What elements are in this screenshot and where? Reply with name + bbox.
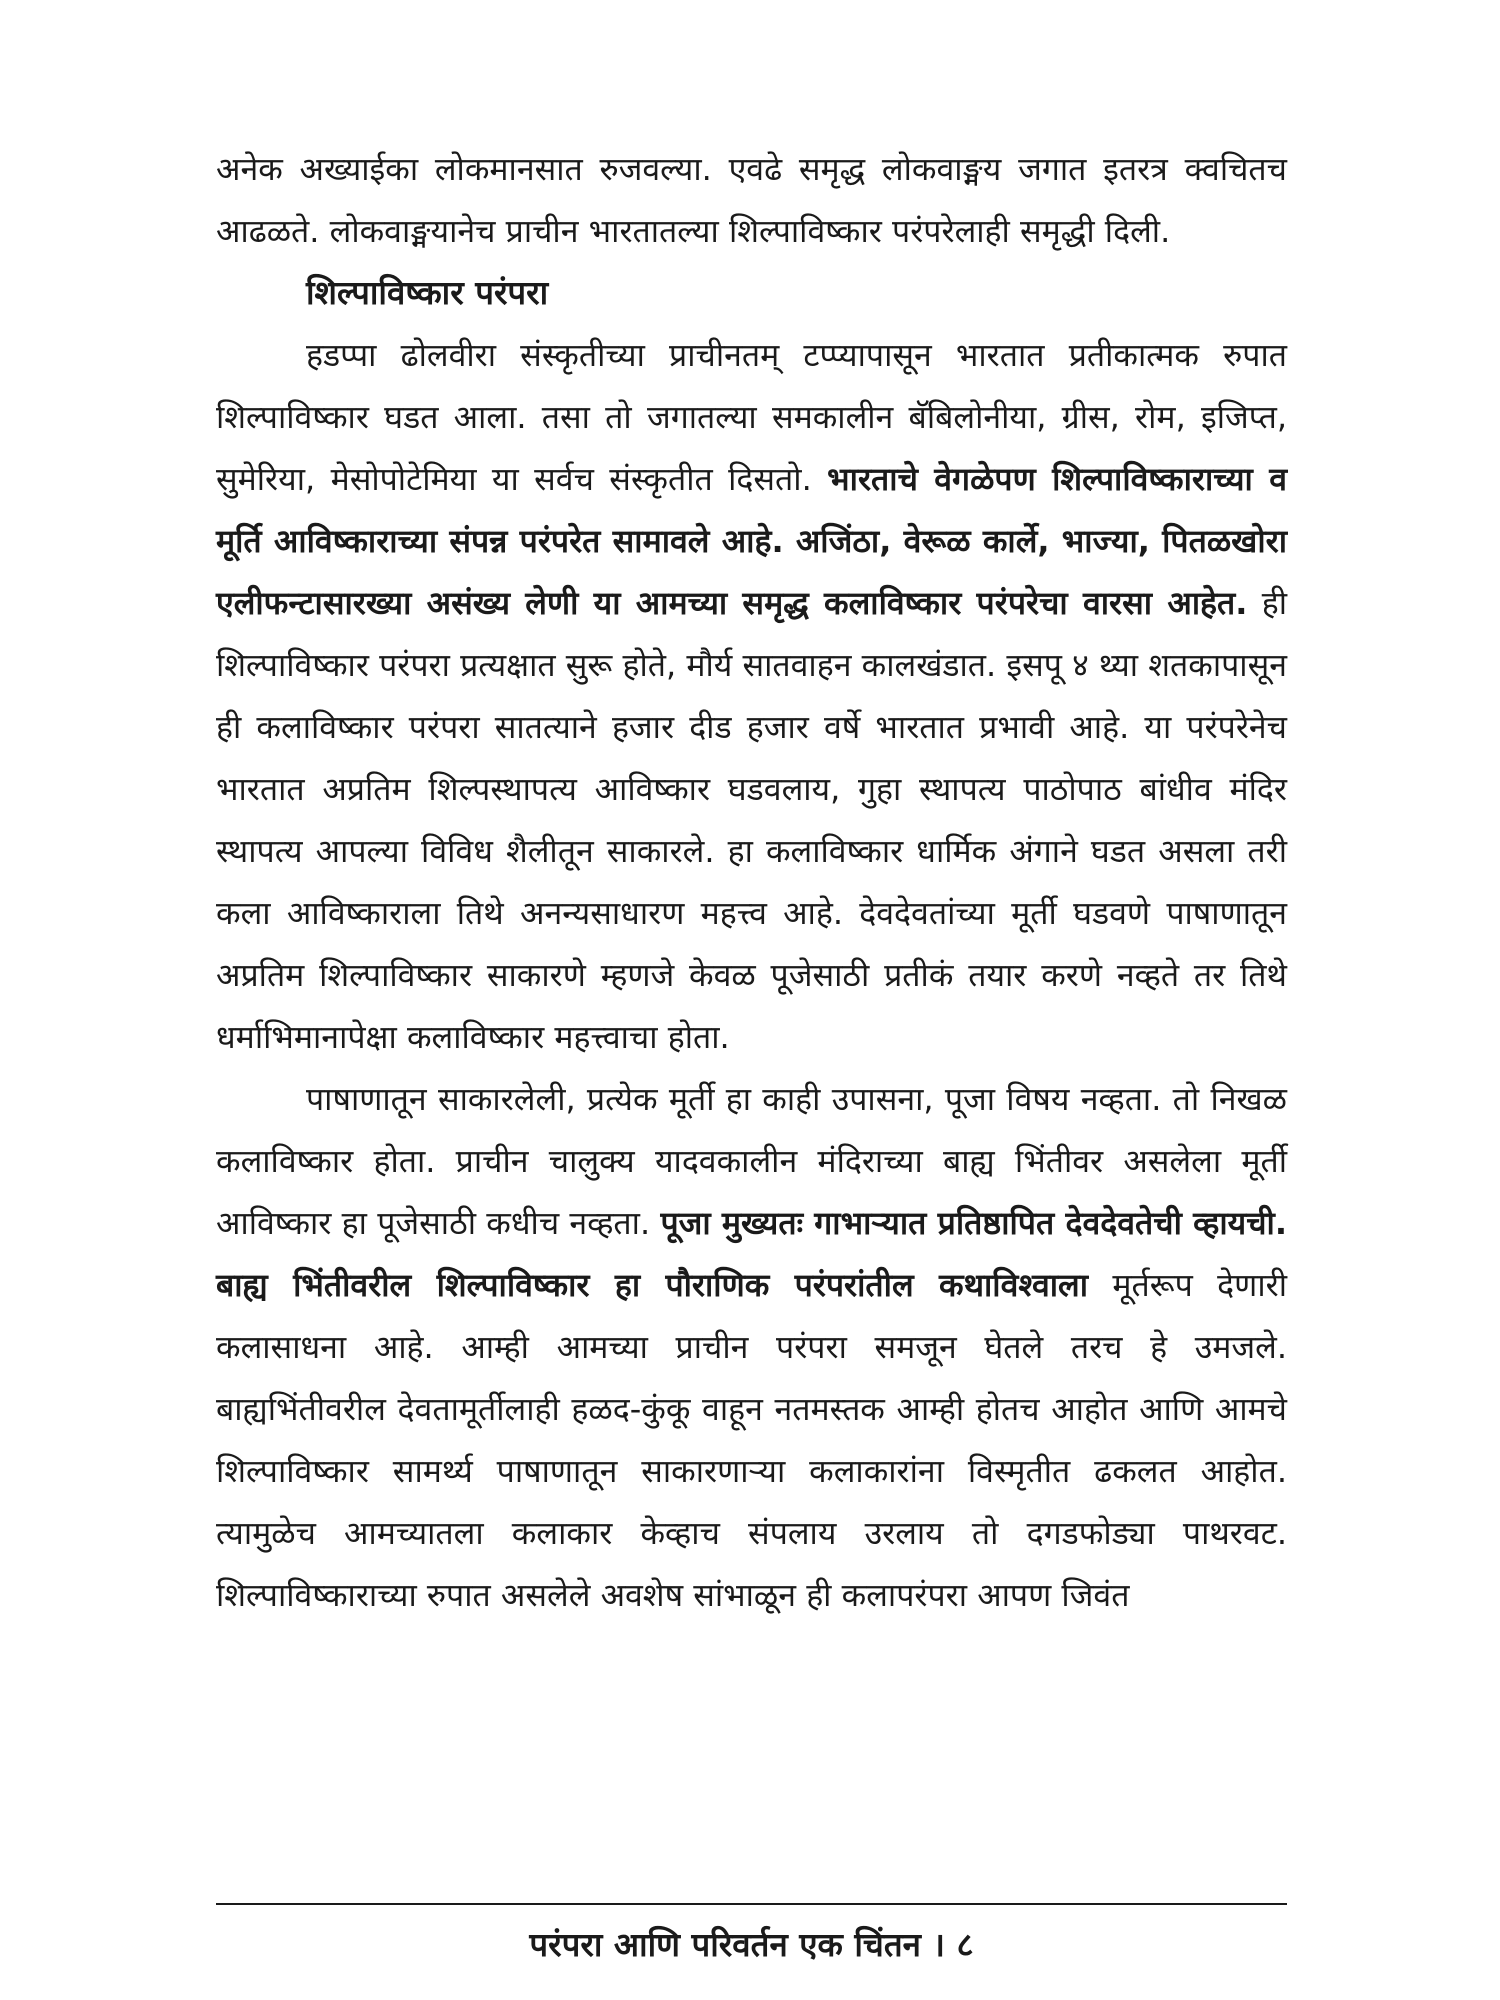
paragraph-1-text-a: हडप्पा ढोलवीरा संस्कृतीच्या प्राचीनतम् टप्प्यापासून भारतात प्रतीकात्मक रुपात शिल्पाविष्कार घडत आला. तसा तो जगातल्या समकालीन बॅबिलोनीया, ग्रीस, रोम, इजिप्त, सुमेरिया, मेसोपोटेमिया या सर्वच संस्कृतीत दिसतो. xyxy=(216,336,1287,498)
paragraph-1 xyxy=(216,324,1287,1068)
footer-divider xyxy=(216,1903,1287,1905)
paragraph-1-bold-text: भारताचे वेगळेपण शिल्पाविष्काराच्या व मूर्ति आविष्काराच्या संपन्न परंपरेत सामावले आहे. अजिंठा, वेरूळ कार्ले, भाज्या, पितळखोरा एलीफन्टासारख्या असंख्य लेणी या आमच्या समृद्ध कलाविष्कार परंपरेचा वारसा आहेत. xyxy=(216,460,1287,622)
paragraph-2-text-b: मूर्तरूप देणारी कलासाधना आहे. आम्ही आमच्या प्राचीन परंपरा समजून घेतले तरच हे उमजले. बाह्यभिंतीवरील देवतामूर्तीलाही हळद-कुंकू वाहून नतमस्तक आम्ही होतच आहोत आणि आमचे शिल्पाविष्कार सामर्थ्य पाषाणातून साकारणाऱ्या कलाकारांना विस्मृतीत ढकलत आहोत. त्यामुळेच आमच्यातला कलाकार केव्हाच संपलाय उरलाय तो दगडफोड्या पाथरवट. शिल्पाविष्काराच्या रुपात असलेले अवशेष सांभाळून ही कलापरंपरा आपण जिवंत xyxy=(216,1266,1287,1614)
paragraph-2-text-a: पाषाणातून साकारलेली, प्रत्येक मूर्ती हा काही उपासना, पूजा विषय नव्हता. तो निखळ कलाविष्कार होता. प्राचीन चालुक्य यादवकालीन मंदिराच्या बाह्य भिंतीवर असलेला मूर्ती आविष्कार हा पूजेसाठी कधीच नव्हता. xyxy=(216,1080,1287,1242)
section-heading: शिल्पाविष्कार परंपरा xyxy=(306,273,549,312)
page-footer: परंपरा आणि परिवर्तन एक चिंतन । ८ xyxy=(529,1925,974,1964)
body-text xyxy=(216,138,1287,1626)
intro-paragraph: अनेक अख्याईका लोकमानसात रुजवल्या. एवढे समृद्ध लोकवाङ्मय जगात इतरत्र क्वचितच आढळते. लोकवाङ्मयानेच प्राचीन भारतातल्या शिल्पाविष्कार परंपरेलाही समृद्धी दिली. xyxy=(216,150,1287,250)
paragraph-1-text-b: ही शिल्पाविष्कार परंपरा प्रत्यक्षात सुरू होते, मौर्य सातवाहन कालखंडात. इसपू ४ थ्या शतकापासून ही कलाविष्कार परंपरा सातत्याने हजार दीड हजार वर्षे भारतात प्रभावी आहे. या परंपरेनेच भारतात अप्रतिम शिल्पस्थापत्य आविष्कार घडवलाय, गुहा स्थापत्य पाठोपाठ बांधीव मंदिर स्थापत्य आपल्या विविध शैलीतून साकारले. हा कलाविष्कार धार्मिक अंगाने घडत असला तरी कला आविष्काराला तिथे अनन्यसाधारण महत्त्व आहे. देवदेवतांच्या मूर्ती घडवणे पाषाणातून अप्रतिम शिल्पाविष्कार साकारणे म्हणजे केवळ पूजेसाठी प्रतीकं तयार करणे नव्हते तर तिथे धर्माभिमानापेक्षा कलाविष्कार महत्त्वाचा होता. xyxy=(216,584,1288,1056)
paragraph-2-bold-text: पूजा मुख्यतः गाभाऱ्यात प्रतिष्ठापित देवदेवतेची व्हायची. बाह्य भिंतीवरील शिल्पाविष्कार हा पौराणिक परंपरांतील कथाविश्वाला xyxy=(216,1204,1287,1304)
paragraph-2 xyxy=(216,1068,1287,1626)
